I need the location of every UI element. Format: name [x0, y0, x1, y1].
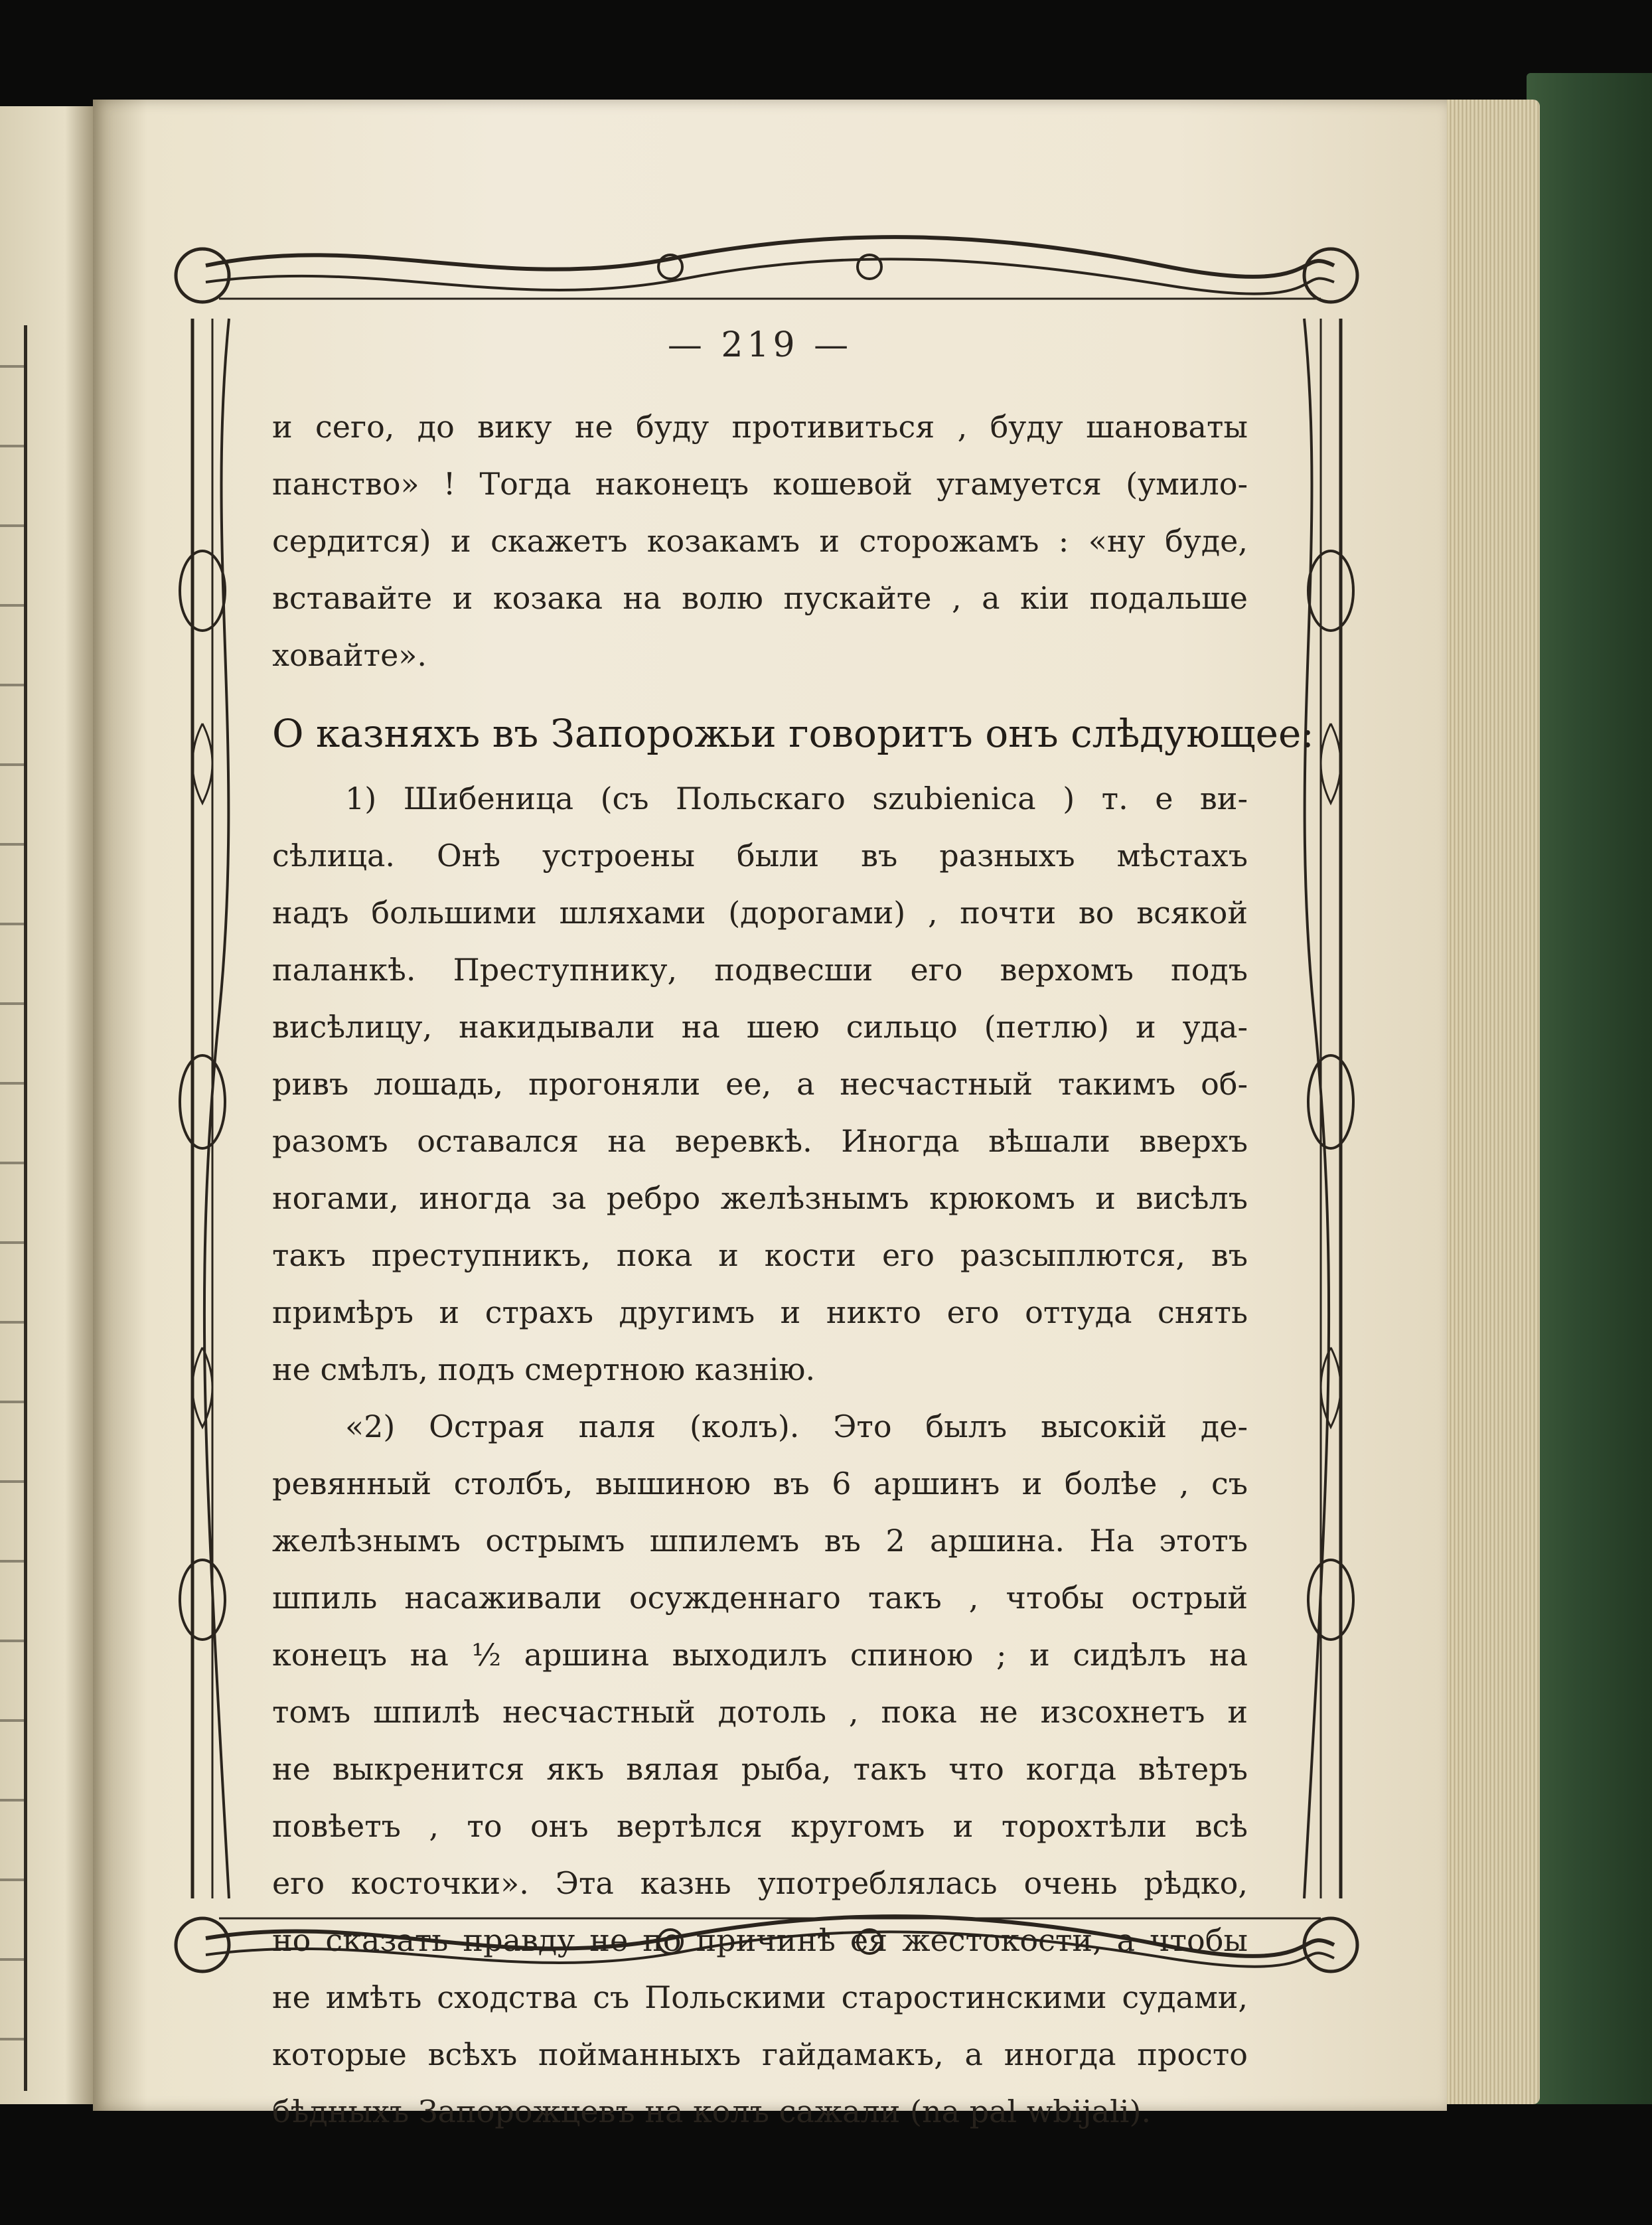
text-line: но сказать правду не по причинѣ ея жестокости, а чтобы — [272, 1922, 1248, 1958]
text-line: такъ преступникъ, пока и кости его разсыплются, въ — [272, 1237, 1248, 1273]
text-line: не выкренится якъ вялая рыба, такъ что когда вѣтеръ — [272, 1751, 1248, 1787]
page-number: — 219 — — [667, 325, 853, 365]
left-facing-page — [0, 106, 93, 2104]
text-line: вставайте и козака на волю пускайте , а кіи подальше — [272, 580, 1248, 616]
text-line: сѣлица. Онѣ устроены были въ разныхъ мѣстахъ — [272, 838, 1248, 874]
text-line: ногами, иногда за ребро желѣзнымъ крюкомъ и висѣлъ — [272, 1180, 1248, 1216]
text-line: 1) Шибеница (съ Польскаго szubienica ) т. е ви- — [345, 781, 1248, 816]
text-line: разомъ оставался на веревкѣ. Иногда вѣшали вверхъ — [272, 1123, 1248, 1159]
text-line: конецъ на ½ аршина выходилъ спиною ; и сидѣлъ на — [272, 1637, 1248, 1673]
book-cover — [1527, 73, 1652, 2104]
text-line: которые всѣхъ пойманныхъ гайдамакъ, а иногда просто — [272, 2036, 1248, 2072]
text-line: томъ шпилѣ несчастный дотоль , пока не изсохнетъ и — [272, 1694, 1248, 1730]
section-heading: О казняхъ въ Запорожьи говоритъ онъ слѣдующее: — [272, 711, 1314, 756]
text-line: сердится) и скажетъ козакамъ и сторожамъ : «ну буде, — [272, 523, 1248, 559]
text-line: ревянный столбъ, вышиною въ 6 аршинъ и болѣе , съ — [272, 1466, 1248, 1501]
text-line: «2) Острая паля (колъ). Это былъ высокій де- — [345, 1409, 1248, 1444]
left-page-ornament — [0, 325, 27, 2091]
text-line: панство» ! Тогда наконецъ кошевой угамуется (умило- — [272, 466, 1248, 502]
text-line: и сего, до вику не буду противиться , буду шановаты — [272, 409, 1248, 445]
text-line: желѣзнымъ острымъ шпилемъ въ 2 аршина. На этотъ — [272, 1523, 1248, 1559]
page-text — [272, 398, 1314, 2140]
text-line: бѣдныхъ Запорожцевъ на колъ сажали (na pal wbijali). — [272, 2094, 1152, 2129]
text-line: примѣръ и страхъ другимъ и никто его оттуда снять — [272, 1294, 1248, 1330]
text-line: паланкѣ. Преступнику, подвесши его верхомъ подъ — [272, 952, 1248, 988]
text-line: ривъ лошадь, прогоняли ее, а несчастный такимъ об- — [272, 1066, 1248, 1102]
text-line: не имѣть сходства съ Польскими старостинскими судами, — [272, 1979, 1248, 2015]
text-line: ховайте». — [272, 637, 427, 673]
text-line: висѣлицу, накидывали на шею сильцо (петлю) и уда- — [272, 1009, 1248, 1045]
text-line: не смѣлъ, подъ смертною казнію. — [272, 1351, 816, 1387]
text-line: его косточки». Эта казнь употреблялась очень рѣдко, — [272, 1865, 1248, 1901]
text-line: надъ большими шляхами (дорогами) , почти во всякой — [272, 895, 1248, 931]
text-line: повѣетъ , то онъ вертѣлся кругомъ и торохтѣли всѣ — [272, 1808, 1248, 1844]
text-line: шпиль насаживали осужденнаго такъ , чтобы острый — [272, 1580, 1248, 1616]
